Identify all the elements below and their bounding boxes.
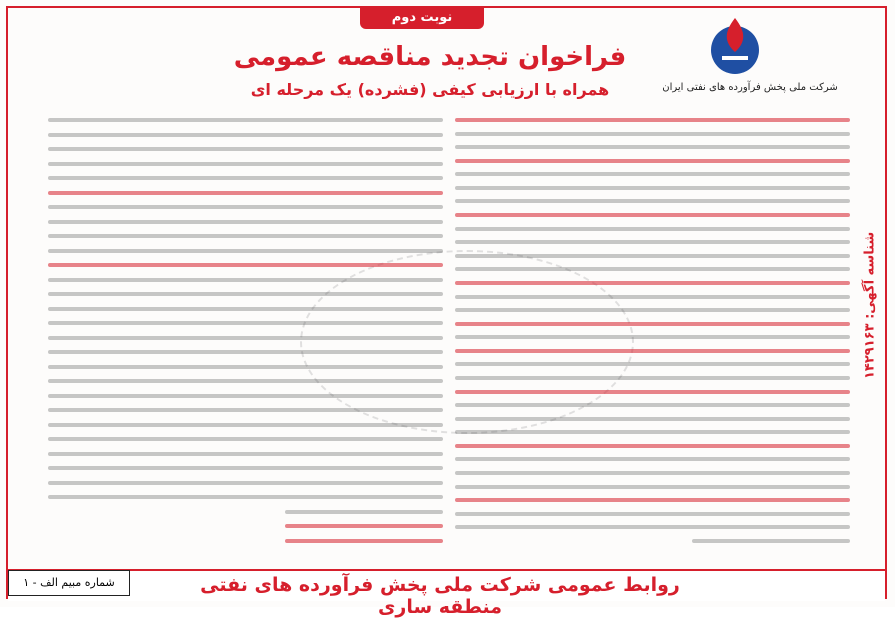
notice-body-right [455,118,850,543]
company-logo-icon [700,12,770,82]
footer-publisher: روابط عمومی شرکت ملی پخش فرآورده های نفتی منطقه ساری [200,574,680,618]
round-badge: نوبت دوم [360,7,484,29]
notice-id-label: شناسه آگهی: ۱۴۲۹۱۶۳ [862,231,878,379]
notice-body-left [48,118,443,543]
notice-subtitle: همراه با ارزیابی کیفی (فشرده) یک مرحله ای [250,80,610,99]
serial-number: شماره مبیم الف - ۱ [8,570,130,596]
notice-title: فراخوان تجدید مناقصه عمومی [233,42,627,72]
organization-name: شرکت ملی پخش فرآورده های نفتی ایران [662,82,838,93]
